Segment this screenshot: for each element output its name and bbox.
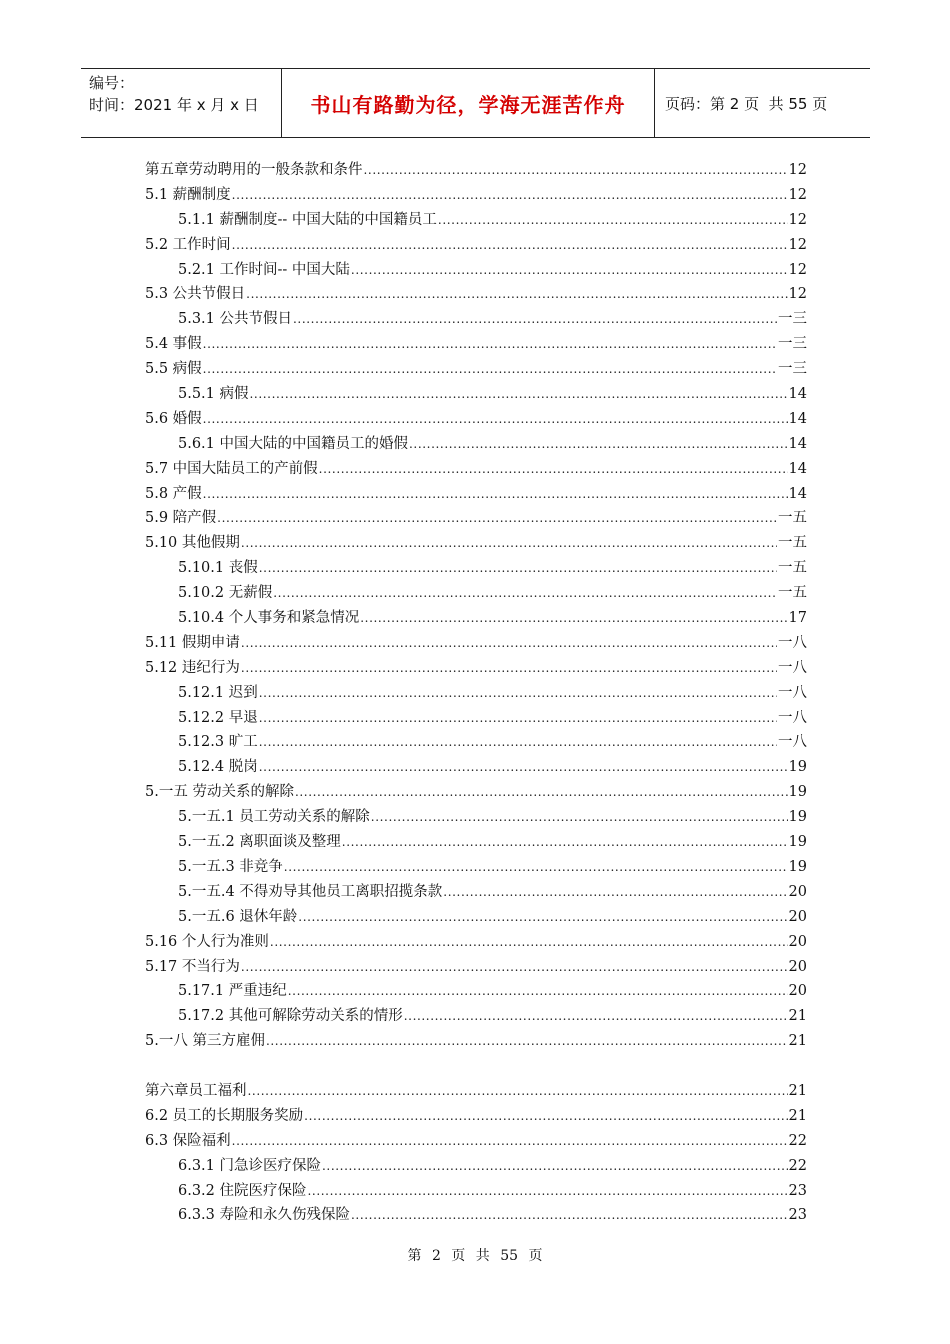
toc-entry-title: 5.17 不当行为 (145, 958, 240, 975)
toc-entry-title: 6.3.1 门急诊医疗保险 (178, 1157, 322, 1174)
toc-entry-title: 6.2 员工的长期服务奖励 (145, 1107, 304, 1124)
toc-entry-page: 20 (788, 908, 807, 925)
toc-entry-title: 5.3.1 公共节假日 (178, 311, 293, 328)
toc-entry[interactable] (145, 905, 807, 930)
toc-entry-page: 19 (788, 784, 807, 801)
toc-entry-title: 5.6.1 中国大陆的中国籍员工的婚假 (178, 435, 409, 452)
toc-entry[interactable] (145, 1079, 807, 1104)
toc-entry[interactable] (145, 183, 807, 208)
toc-entry[interactable] (145, 1029, 807, 1054)
toc-dot-leader (232, 1129, 788, 1154)
toc-entry-page: 12 (788, 211, 807, 228)
toc-entry-page: 14 (788, 435, 807, 452)
toc-entry-title: 5.一八 第三方雇佣 (145, 1033, 265, 1050)
toc-entry[interactable] (145, 407, 807, 432)
toc-dot-leader (203, 482, 788, 507)
number-label: 编号： (89, 74, 135, 92)
toc-dot-leader (232, 183, 788, 208)
toc-entry[interactable] (145, 780, 807, 805)
toc-entry-page: 一三 (778, 336, 807, 353)
toc-entry-page: 一三 (778, 311, 807, 328)
toc-entry-page: 20 (788, 883, 807, 900)
toc-dot-leader (270, 930, 788, 955)
toc-entry[interactable] (145, 482, 807, 507)
toc-entry[interactable] (145, 955, 807, 980)
toc-entry[interactable] (145, 656, 807, 681)
toc-entry-page: 19 (788, 759, 807, 776)
toc-dot-leader (351, 258, 788, 283)
toc-entry-page: 23 (788, 1207, 807, 1224)
toc-entry-page: 一五 (778, 510, 807, 527)
toc-dot-leader (304, 1104, 787, 1129)
toc-entry-page: 一五 (778, 585, 807, 602)
toc-entry-title: 5.9 陪产假 (145, 510, 217, 527)
toc-entry[interactable] (145, 1154, 807, 1179)
toc-dot-leader (322, 1154, 788, 1179)
toc-entry-page: 19 (788, 834, 807, 851)
toc-entry[interactable] (145, 805, 807, 830)
toc-dot-leader (438, 208, 788, 233)
toc-entry-page: 20 (788, 983, 807, 1000)
toc-entry[interactable] (145, 1203, 807, 1228)
toc-entry-title: 5.1.1 薪酬制度-- 中国大陆的中国籍员工 (178, 211, 437, 228)
toc-entry[interactable] (145, 1004, 807, 1029)
toc-entry-page: 一八 (778, 634, 807, 651)
toc-dot-leader (295, 780, 788, 805)
toc-entry[interactable] (145, 930, 807, 955)
toc-dot-leader (203, 407, 788, 432)
toc-entry-page: 一五 (778, 560, 807, 577)
toc-entry-title: 5.4 事假 (145, 336, 202, 353)
header-motto: 书山有路勤为径，学海无涯苦作舟 (282, 69, 655, 137)
toc-entry-page: 19 (788, 858, 807, 875)
toc-entry-page: 20 (788, 933, 807, 950)
toc-entry-title: 5.一五.1 员工劳动关系的解除 (178, 809, 370, 826)
toc-dot-leader (232, 233, 788, 258)
toc-entry-page: 12 (788, 162, 807, 178)
toc-entry-title: 5.12.4 脱岗 (178, 759, 258, 776)
toc-dot-leader (308, 1179, 788, 1204)
toc-entry-title: 5.一五.2 离职面谈及整理 (178, 834, 341, 851)
toc-entry-title: 6.3 保险福利 (145, 1132, 231, 1149)
toc-entry-title: 5.6 婚假 (145, 410, 202, 427)
toc-entry-title: 5.一五.3 非竞争 (178, 858, 283, 875)
toc-entry-page: 一三 (778, 361, 807, 378)
header-page-info: 页码：第 2 页 共 55 页 (665, 94, 828, 113)
toc-entry[interactable] (145, 382, 807, 407)
toc-entry-title: 5.10.1 丧假 (178, 560, 258, 577)
toc-entry[interactable] (145, 357, 807, 382)
page-footer: 第 2 页 共 55 页 (407, 1248, 543, 1264)
toc-dot-leader (259, 730, 777, 755)
toc-entry[interactable] (145, 855, 807, 880)
toc-entry-title: 5.一五 劳动关系的解除 (145, 784, 294, 801)
toc-entry-title: 5.10.2 无薪假 (178, 585, 273, 602)
toc-entry-page: 14 (788, 386, 807, 403)
toc-dot-leader (293, 307, 777, 332)
toc-entry[interactable] (145, 457, 807, 482)
toc-entry[interactable] (145, 706, 807, 731)
toc-entry-page: 12 (788, 236, 807, 253)
toc-entry-page: 12 (788, 261, 807, 278)
toc-entry-title: 5.12 违纪行为 (145, 659, 240, 676)
toc-dot-leader (342, 830, 788, 855)
toc-entry-title: 5.10.4 个人事务和紧急情况 (178, 610, 360, 627)
toc-dot-leader (351, 1203, 788, 1228)
toc-entry-page: 14 (788, 410, 807, 427)
toc-entry-title: 5.7 中国大陆员工的产前假 (145, 460, 318, 477)
toc-entry[interactable] (145, 730, 807, 755)
toc-dot-leader (246, 282, 787, 307)
toc-entry-title: 5.8 产假 (145, 485, 202, 502)
toc-entry-page: 21 (788, 1082, 807, 1099)
toc-entry[interactable] (145, 1129, 807, 1154)
toc-entry[interactable] (145, 556, 807, 581)
toc-entry-page: 21 (788, 1033, 807, 1050)
toc-entry-page: 14 (788, 460, 807, 477)
toc-entry[interactable] (145, 606, 807, 631)
toc-dot-leader (241, 656, 777, 681)
toc-dot-leader (371, 805, 788, 830)
toc-entry-title: 6.3.2 住院医疗保险 (178, 1182, 307, 1199)
time-label: 时间：2021 年 x 月 x 日 (89, 96, 259, 114)
toc-entry[interactable] (145, 681, 807, 706)
toc-dot-leader (241, 631, 777, 656)
toc-entry-page: 17 (788, 610, 807, 627)
toc-entry-title: 5.3 公共节假日 (145, 286, 246, 303)
toc-dot-leader (284, 855, 788, 880)
toc-entry[interactable] (145, 1104, 807, 1129)
toc-entry-title: 5.2 工作时间 (145, 236, 231, 253)
toc-entry-page: 一八 (778, 734, 807, 751)
toc-entry[interactable] (145, 979, 807, 1004)
toc-entry-page: 14 (788, 485, 807, 502)
toc-entry[interactable] (145, 158, 807, 183)
toc-entry-title: 第六章员工福利 (145, 1082, 247, 1099)
toc-dot-leader (298, 905, 787, 930)
toc-dot-leader (409, 432, 788, 457)
toc-entry[interactable] (145, 432, 807, 457)
toc-entry[interactable] (145, 581, 807, 606)
toc-entry-title: 5.16 个人行为准则 (145, 933, 269, 950)
toc-entry-title: 第五章劳动聘用的一般条款和条件 (145, 162, 363, 178)
toc-entry-page: 一五 (778, 535, 807, 552)
toc-entry[interactable] (145, 755, 807, 780)
toc-dot-leader (203, 357, 777, 382)
toc-dot-leader (203, 332, 777, 357)
toc-dot-leader (266, 1029, 788, 1054)
toc-dot-leader (259, 681, 777, 706)
toc-entry[interactable] (145, 307, 807, 332)
toc-dot-leader (319, 457, 788, 482)
toc-entry-title: 5.5 病假 (145, 361, 202, 378)
toc-entry-title: 5.2.1 工作时间-- 中国大陆 (178, 261, 350, 278)
toc-dot-leader (360, 606, 787, 631)
toc-entry-title: 5.5.1 病假 (178, 386, 249, 403)
toc-entry[interactable] (145, 208, 807, 233)
toc-entry-page: 一八 (778, 684, 807, 701)
toc-entry-title: 5.12.3 旷工 (178, 734, 258, 751)
toc-dot-leader (443, 880, 787, 905)
toc-entry-title: 5.17.1 严重违纪 (178, 983, 287, 1000)
toc-dot-leader (241, 531, 777, 556)
toc-dot-leader (259, 556, 777, 581)
toc-entry-title: 5.1 薪酬制度 (145, 186, 231, 203)
toc-dot-leader (217, 506, 777, 531)
toc-entry-page: 一八 (778, 709, 807, 726)
toc-entry[interactable] (145, 1179, 807, 1204)
toc-entry-title: 5.一五.4 不得劝导其他员工离职招揽条款 (178, 883, 443, 900)
toc-entry[interactable] (145, 233, 807, 258)
toc-dot-leader (259, 706, 777, 731)
toc-entry-page: 21 (788, 1008, 807, 1025)
toc-entry-page: 22 (788, 1157, 807, 1174)
toc-dot-leader (248, 1079, 788, 1104)
table-of-contents (145, 158, 807, 1228)
toc-entry-page: 22 (788, 1132, 807, 1149)
toc-dot-leader (288, 979, 788, 1004)
toc-dot-leader (250, 382, 788, 407)
toc-entry[interactable] (145, 332, 807, 357)
toc-entry-page: 19 (788, 809, 807, 826)
toc-entry-page: 12 (788, 286, 807, 303)
toc-dot-leader (404, 1004, 788, 1029)
toc-dot-leader (259, 755, 788, 780)
toc-entry[interactable] (145, 282, 807, 307)
toc-entry-title: 5.一五.6 退休年龄 (178, 908, 298, 925)
toc-entry-page: 20 (788, 958, 807, 975)
toc-entry-title: 6.3.3 寿险和永久伤残保险 (178, 1207, 351, 1224)
toc-entry-page: 23 (788, 1182, 807, 1199)
toc-dot-leader (364, 158, 788, 183)
toc-dot-leader (273, 581, 777, 606)
toc-entry[interactable] (145, 830, 807, 855)
toc-entry-title: 5.12.1 迟到 (178, 684, 258, 701)
toc-entry-page: 一八 (778, 659, 807, 676)
toc-entry-title: 5.11 假期申请 (145, 634, 240, 651)
header-meta (81, 69, 282, 137)
toc-entry[interactable] (145, 631, 807, 656)
toc-entry-page: 12 (788, 186, 807, 203)
toc-entry[interactable] (145, 506, 807, 531)
toc-entry-title: 5.17.2 其他可解除劳动关系的情形 (178, 1008, 403, 1025)
toc-dot-leader (241, 955, 788, 980)
toc-entry-title: 5.12.2 早退 (178, 709, 258, 726)
toc-entry[interactable] (145, 258, 807, 283)
toc-entry-page: 21 (788, 1107, 807, 1124)
toc-entry-title: 5.10 其他假期 (145, 535, 240, 552)
toc-entry[interactable] (145, 531, 807, 556)
page-header (81, 68, 870, 138)
toc-entry[interactable] (145, 880, 807, 905)
